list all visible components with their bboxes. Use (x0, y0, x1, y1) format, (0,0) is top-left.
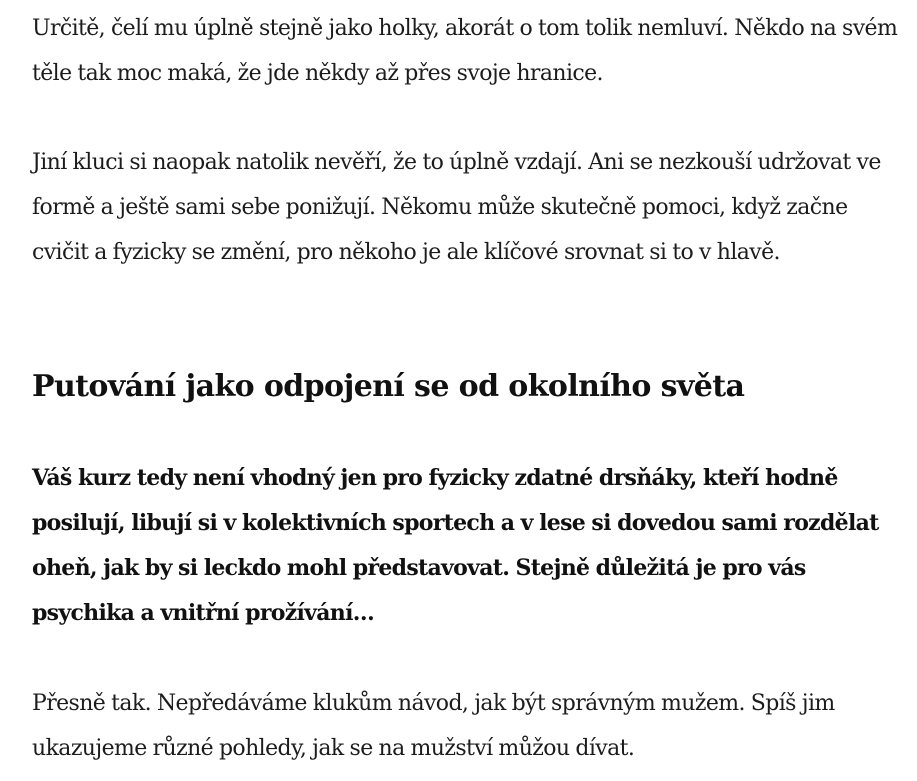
interview-question: Váš kurz tedy není vhodný jen pro fyzicky zdatné drsňáky, kteří hodně posilují, libují si v kolektivních sportech a v lese si dovedou sami rozdělat oheň, jak by si leckdo mohl představovat. Stejně důležitá je pro vás psychika a vnitřní prožívání… (32, 465, 879, 626)
article-paragraph-2: Jiní kluci si naopak natolik nevěří, že to úplně vzdají. Ani se nezkouší udržovat ve formě a ještě sami sebe ponižují. Někomu může skutečně pomoci, když začne cvičit a fyzicky se změní, pro někoho je ale klíčové srovnat si to v hlavě. (32, 150, 881, 265)
article-paragraph-1: Určitě, čelí mu úplně stejně jako holky, akorát o tom tolik nemluví. Někdo na svém těle tak moc maká, že jde někdy až přes svoje hranice. (32, 16, 898, 86)
section-heading: Putování jako odpojení se od okolního světa (32, 369, 745, 404)
interview-answer: Přesně tak. Nepředáváme klukům návod, jak být správným mužem. Spíš jim ukazujeme různé pohledy, jak se na mužství můžou dívat. (32, 691, 835, 761)
